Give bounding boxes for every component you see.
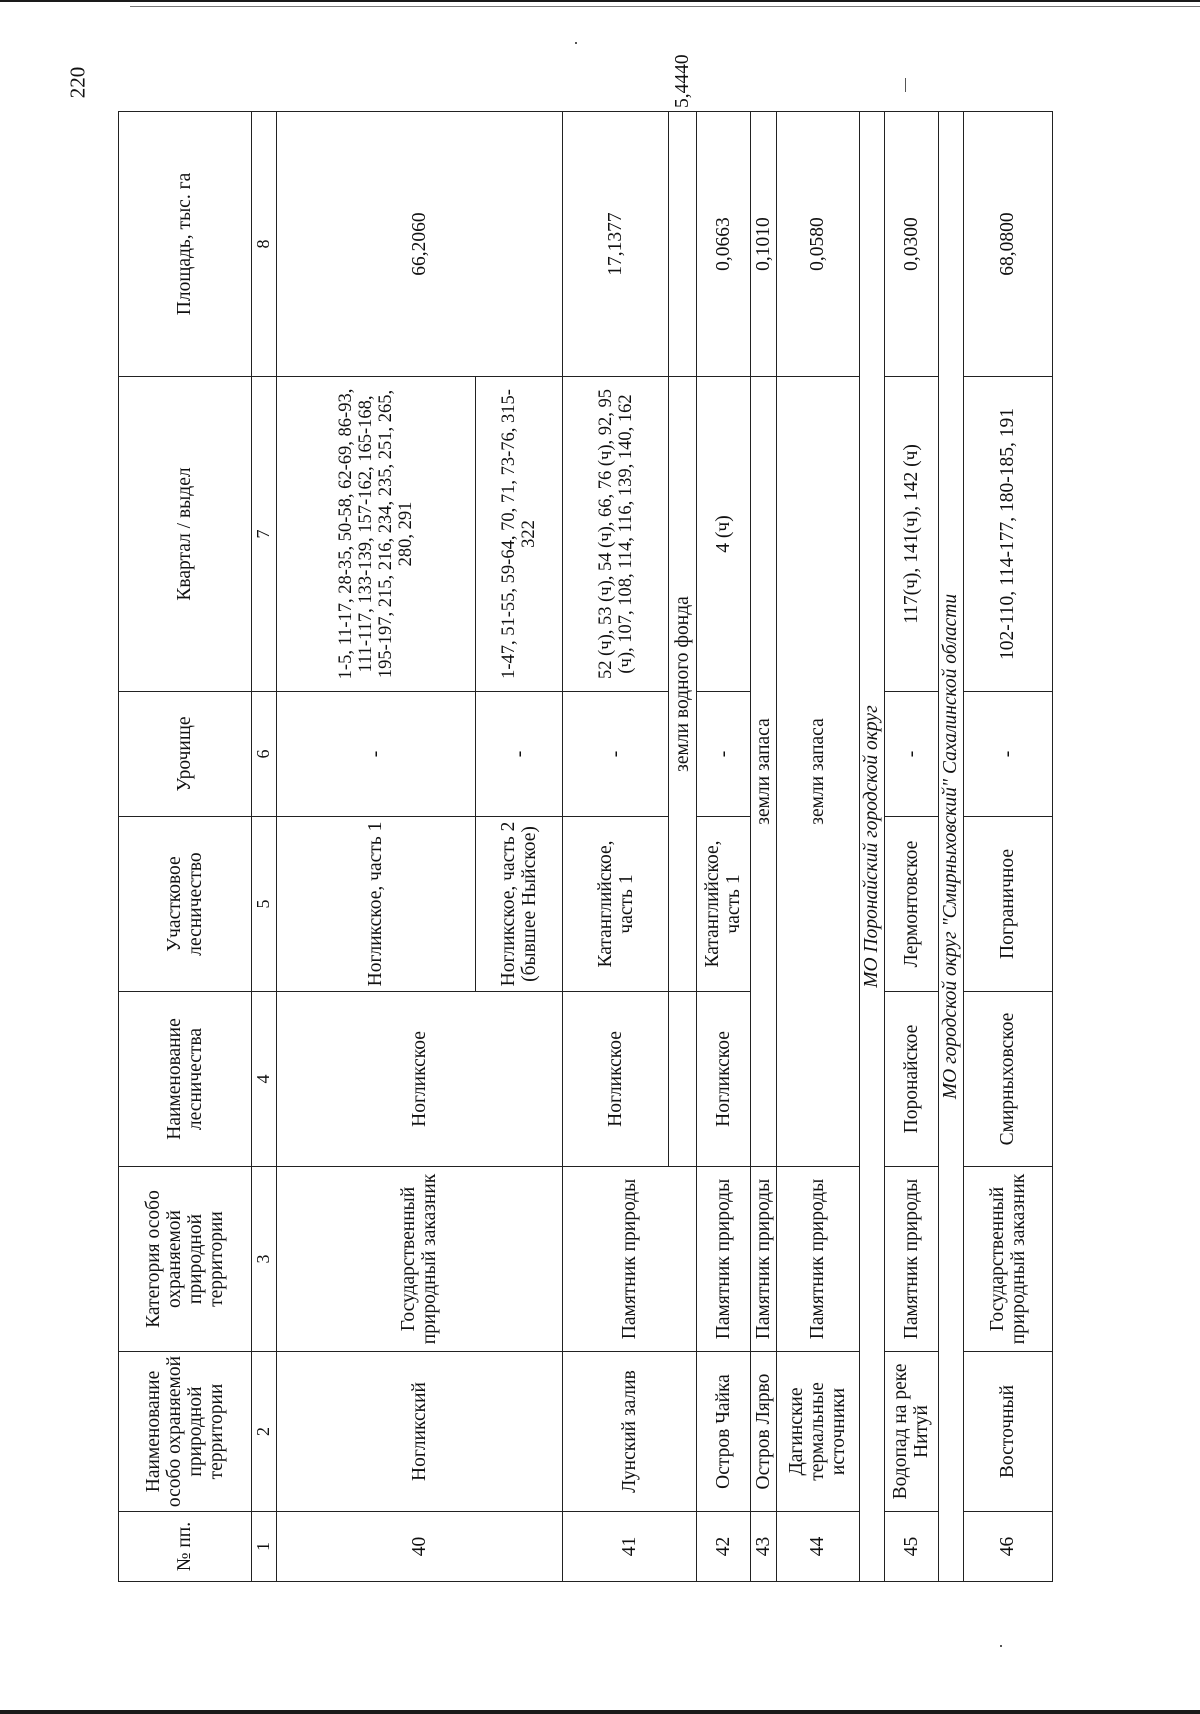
lands-cell: земли запаса: [750, 377, 776, 1167]
subforestry: Ногликское, часть 2 (бывшее Ныйское): [475, 817, 562, 992]
area-value: 0,0300: [884, 112, 938, 377]
area-name: Дагинские термальные источники: [776, 1352, 859, 1512]
section-row: [938, 112, 963, 1582]
quarters: 117(ч), 141(ч), 142 (ч): [884, 377, 938, 692]
area-name: Остров Лярво: [750, 1352, 776, 1512]
table-row: [276, 112, 475, 1582]
quarters: 52 (ч), 53 (ч), 54 (ч), 66, 76 (ч), 92, 95 (ч), 107, 108, 114, 116, 139, 140, 162: [563, 377, 669, 692]
forestry: Ногликское: [276, 992, 562, 1167]
area-name: Ногликский: [276, 1352, 562, 1512]
area-value: 0,1010: [750, 112, 776, 377]
subforestry: Катанглийское, часть 1: [697, 817, 751, 992]
header-cell: Урочище: [119, 692, 252, 817]
header-cell: № пп.: [119, 1512, 252, 1582]
row-number: 42: [697, 1512, 751, 1582]
area-name: Восточный: [963, 1352, 1052, 1512]
table-row: [563, 112, 669, 1582]
column-number: 6: [251, 692, 276, 817]
area-name: Водопад на реке Нитуй: [884, 1352, 938, 1512]
table-row: [963, 112, 1052, 1582]
section-row: [859, 112, 884, 1582]
header-cell: Категория особо охраняемой природной территории: [119, 1167, 252, 1352]
column-number: 3: [251, 1167, 276, 1352]
column-number: 4: [251, 992, 276, 1167]
subforestry: Ногликское, часть 1: [276, 817, 475, 992]
area-value: 0,0663: [697, 112, 751, 377]
lands-cell: земли запаса: [776, 377, 859, 1167]
row-number: 46: [963, 1512, 1052, 1582]
header-cell: Наименование лесничества: [119, 992, 252, 1167]
area-value: 17,1377: [563, 112, 669, 377]
scan-speck: [905, 78, 906, 92]
scan-speck: [575, 42, 577, 44]
header-cell: Наименование особо охраняемой природной территории: [119, 1352, 252, 1512]
forestry: Ногликское: [697, 992, 751, 1167]
column-number: 7: [251, 377, 276, 692]
tract: -: [563, 692, 669, 817]
row-number: 45: [884, 1512, 938, 1582]
lands-cell: [669, 992, 697, 1167]
table-row: [884, 112, 938, 1582]
header-cell: Площадь, тыс. га: [119, 112, 252, 377]
scan-top-rule: [0, 0, 1200, 2]
subforestry: Катанглийское, часть 1: [563, 817, 669, 992]
area-name: Лунский залив: [563, 1352, 697, 1512]
row-number: 41: [563, 1512, 697, 1582]
water-fund-label: земли водного фонда: [669, 377, 697, 992]
subforestry: Пограничное: [963, 817, 1052, 992]
column-number: 2: [251, 1352, 276, 1512]
table-row: земли водного фонда 5,4440: [669, 112, 697, 1582]
area-category: Памятник природы: [750, 1167, 776, 1352]
tract: -: [276, 692, 475, 817]
area-category: Памятник природы: [697, 1167, 751, 1352]
row-number: 43: [750, 1512, 776, 1582]
area-category: Памятник природы: [563, 1167, 697, 1352]
table-row: [750, 112, 776, 1582]
column-number: 5: [251, 817, 276, 992]
scan-top-rule-thin: [130, 6, 1200, 7]
quarters: 4 (ч): [697, 377, 751, 692]
tract: -: [884, 692, 938, 817]
table-row: [697, 112, 751, 1582]
section-heading: МО Поронайский городской округ: [859, 112, 884, 1582]
scan-speck: [1000, 1645, 1002, 1647]
quarters: 1-47, 51-55, 59-64, 70, 71, 73-76, 315-322: [475, 377, 562, 692]
subforestry: Лермонтовское: [884, 817, 938, 992]
forestry: Ногликское: [563, 992, 669, 1167]
page-number: 220: [65, 66, 90, 99]
area-value: 0,0580: [776, 112, 859, 377]
header-cell: Участковое лесничество: [119, 817, 252, 992]
column-number: 1: [251, 1512, 276, 1582]
column-number: 8: [251, 112, 276, 377]
area-category: Памятник природы: [776, 1167, 859, 1352]
quarters: 102-110, 114-177, 180-185, 191: [963, 377, 1052, 692]
tract: -: [475, 692, 562, 817]
area-name: Остров Чайка: [697, 1352, 751, 1512]
area-category: Памятник природы: [884, 1167, 938, 1352]
area-value: 68,0800: [963, 112, 1052, 377]
rotated-table-sheet: [118, 54, 1053, 1582]
table-row: [776, 112, 859, 1582]
scan-bottom-rule: [0, 1710, 1200, 1714]
section-heading: МО городской округ "Смирныховский" Сахалинской области: [938, 112, 963, 1582]
forestry: Поронайское: [884, 992, 938, 1167]
header-row: [119, 112, 252, 1582]
tract: -: [697, 692, 751, 817]
column-number-row: [251, 112, 276, 1582]
tract: -: [963, 692, 1052, 817]
area-category: Государственный природный заказник: [276, 1167, 562, 1352]
row-number: 40: [276, 1512, 562, 1582]
quarters: 1-5, 11-17, 28-35, 50-58, 62-69, 86-93, 111-117, 133-139, 157-162, 165-168, 195-197, 215, 216, 234, 235, 251, 265, 280, 291: [276, 377, 475, 692]
forestry: Смирныховское: [963, 992, 1052, 1167]
area-value: 66,2060: [276, 112, 562, 377]
row-number: 44: [776, 1512, 859, 1582]
header-cell: Квартал / выдел: [119, 377, 252, 692]
area-category: Государственный природный заказник: [963, 1167, 1052, 1352]
protected-areas-table: [118, 54, 1053, 1582]
lands-cell: [669, 112, 697, 377]
